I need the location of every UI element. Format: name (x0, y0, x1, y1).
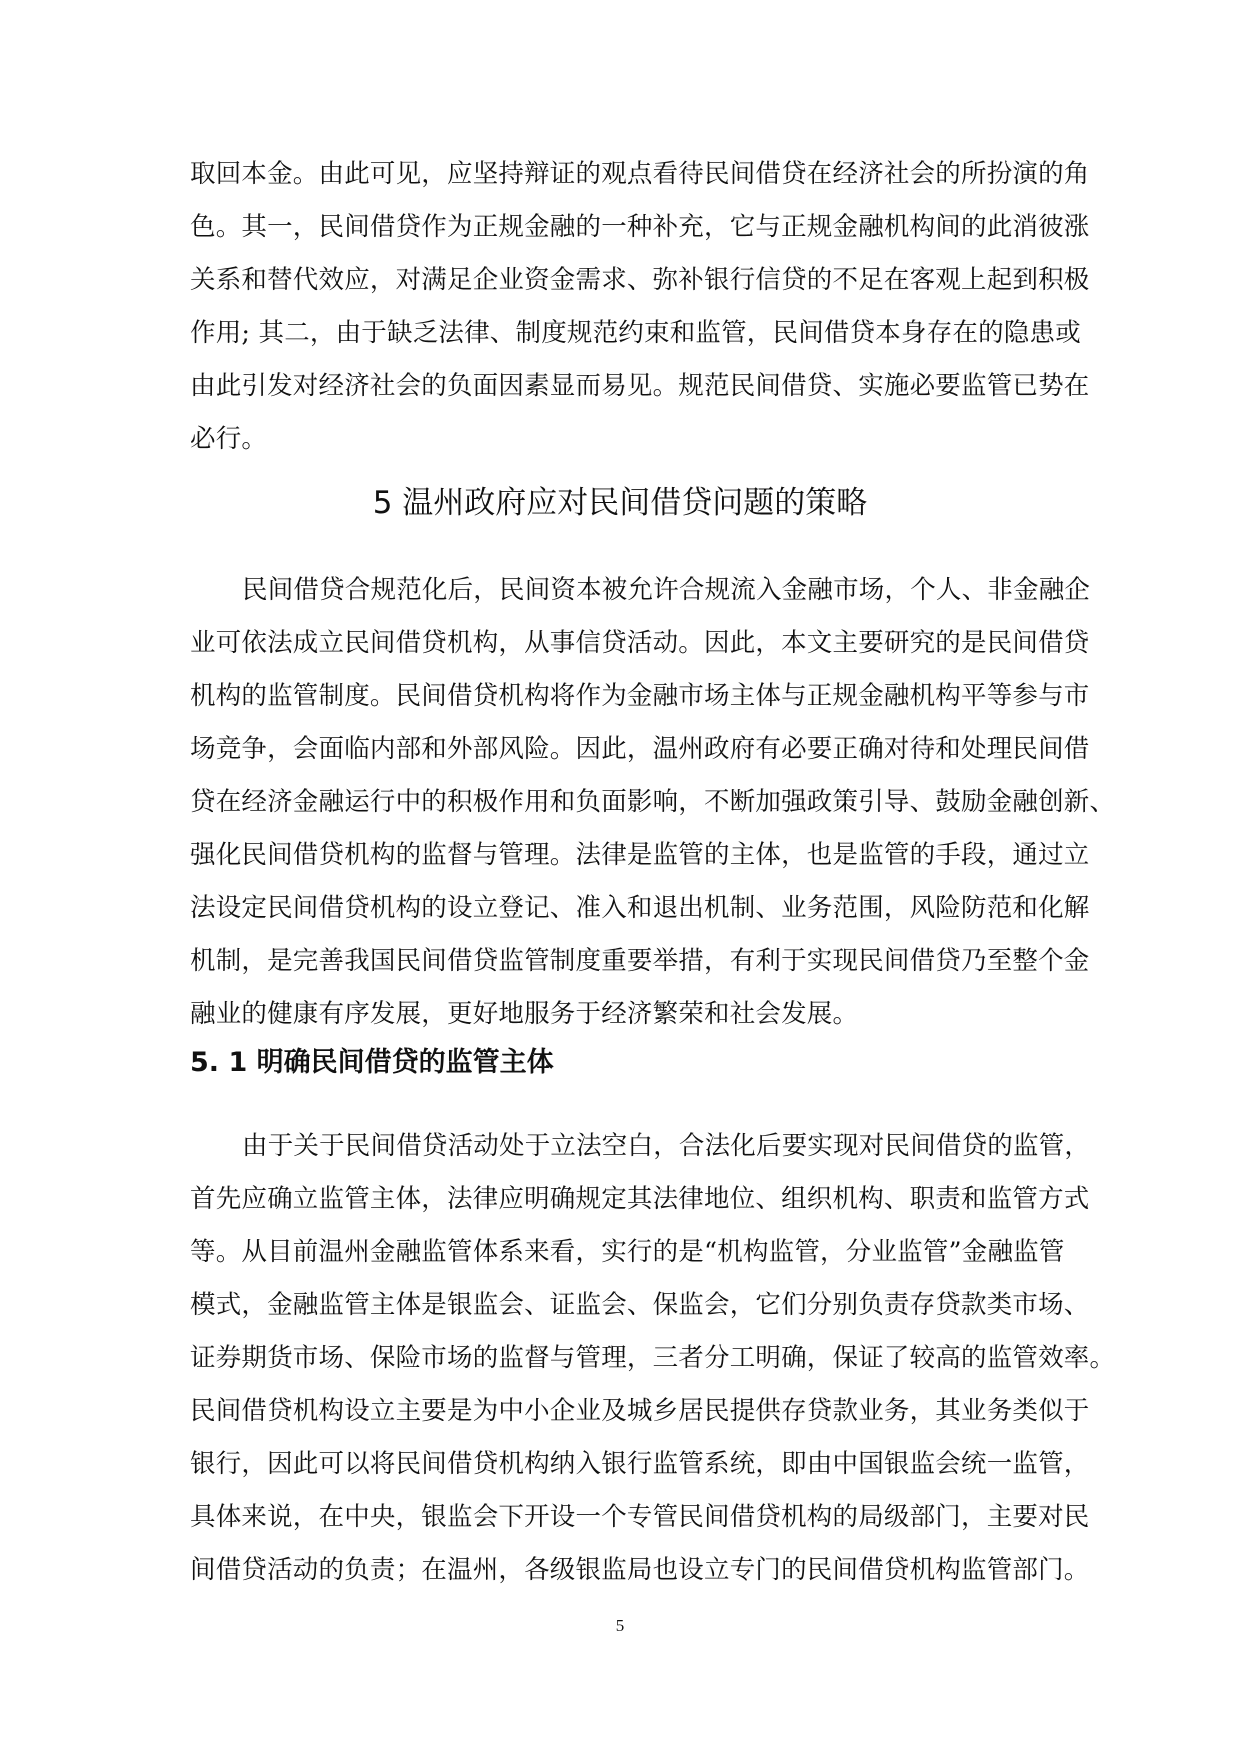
text-line: 强化民间借贷机构的监督与管理。法律是监管的主体，也是监管的手段，通过立 (190, 840, 1090, 870)
text-line: 机构的监管制度。民间借贷机构将作为金融市场主体与正规金融机构平等参与市 (190, 681, 1090, 711)
text-line: 证券期货市场、保险市场的监督与管理，三者分工明确，保证了较高的监管效率。 (190, 1343, 1116, 1373)
text-line: 由于关于民间借贷活动处于立法空白，合法化后要实现对民间借贷的监管， (242, 1131, 1091, 1161)
text-line: 间借贷活动的负责；在温州，各级银监局也设立专门的民间借贷机构监管部门。 (190, 1555, 1090, 1585)
paragraph-2 (190, 564, 1116, 1041)
section-heading: 5 温州政府应对民间借贷问题的策略 (372, 485, 868, 521)
text-line: 关系和替代效应，对满足企业资金需求、弥补银行信贷的不足在客观上起到积极 (190, 265, 1090, 295)
text-line: 必行。 (190, 424, 268, 454)
text-line: 法设定民间借贷机构的设立登记、准入和退出机制、业务范围，风险防范和化解 (190, 893, 1090, 923)
text-line: 色。其一，民间借贷作为正规金融的一种补充，它与正规金融机构间的此消彼涨 (190, 212, 1090, 242)
subsection-heading: 5. 1 明确民间借贷的监管主体 (190, 1047, 554, 1078)
text-line: 场竞争，会面临内部和外部风险。因此，温州政府有必要正确对待和处理民间借 (190, 734, 1090, 764)
text-line: 作用; 其二，由于缺乏法律、制度规范约束和监管，民间借贷本身存在的隐患或 (190, 318, 1081, 348)
text-line: 融业的健康有序发展，更好地服务于经济繁荣和社会发展。 (190, 999, 859, 1029)
text-line: 业可依法成立民间借贷机构，从事信贷活动。因此，本文主要研究的是民间借贷 (190, 628, 1090, 658)
text-line: 模式，金融监管主体是银监会、证监会、保监会，它们分别负责存贷款类市场、 (190, 1290, 1090, 1320)
text-line: 取回本金。由此可见，应坚持辩证的观点看待民间借贷在经济社会的所扮演的角 (190, 159, 1090, 189)
paragraph-1 (190, 148, 1090, 466)
text-line: 由此引发对经济社会的负面因素显而易见。规范民间借贷、实施必要监管已势在 (190, 371, 1090, 401)
paragraph-3 (190, 1120, 1116, 1597)
page-number: 5 (615, 1616, 625, 1635)
text-line: 银行，因此可以将民间借贷机构纳入银行监管系统，即由中国银监会统一监管， (190, 1449, 1090, 1479)
text-line: 等。从目前温州金融监管体系来看，实行的是“机构监管，分业监管”金融监管 (190, 1237, 1065, 1267)
text-line: 民间借贷机构设立主要是为中小企业及城乡居民提供存贷款业务，其业务类似于 (190, 1396, 1090, 1426)
text-line: 贷在经济金融运行中的积极作用和负面影响，不断加强政策引导、鼓励金融创新、 (190, 787, 1116, 817)
text-line: 具体来说，在中央，银监会下开设一个专管民间借贷机构的局级部门，主要对民 (190, 1502, 1090, 1532)
text-line: 机制，是完善我国民间借贷监管制度重要举措，有利于实现民间借贷乃至整个金 (190, 946, 1090, 976)
text-line: 民间借贷合规范化后，民间资本被允许合规流入金融市场，个人、非金融企 (242, 575, 1091, 605)
text-line: 首先应确立监管主体，法律应明确规定其法律地位、组织机构、职责和监管方式 (190, 1184, 1090, 1214)
